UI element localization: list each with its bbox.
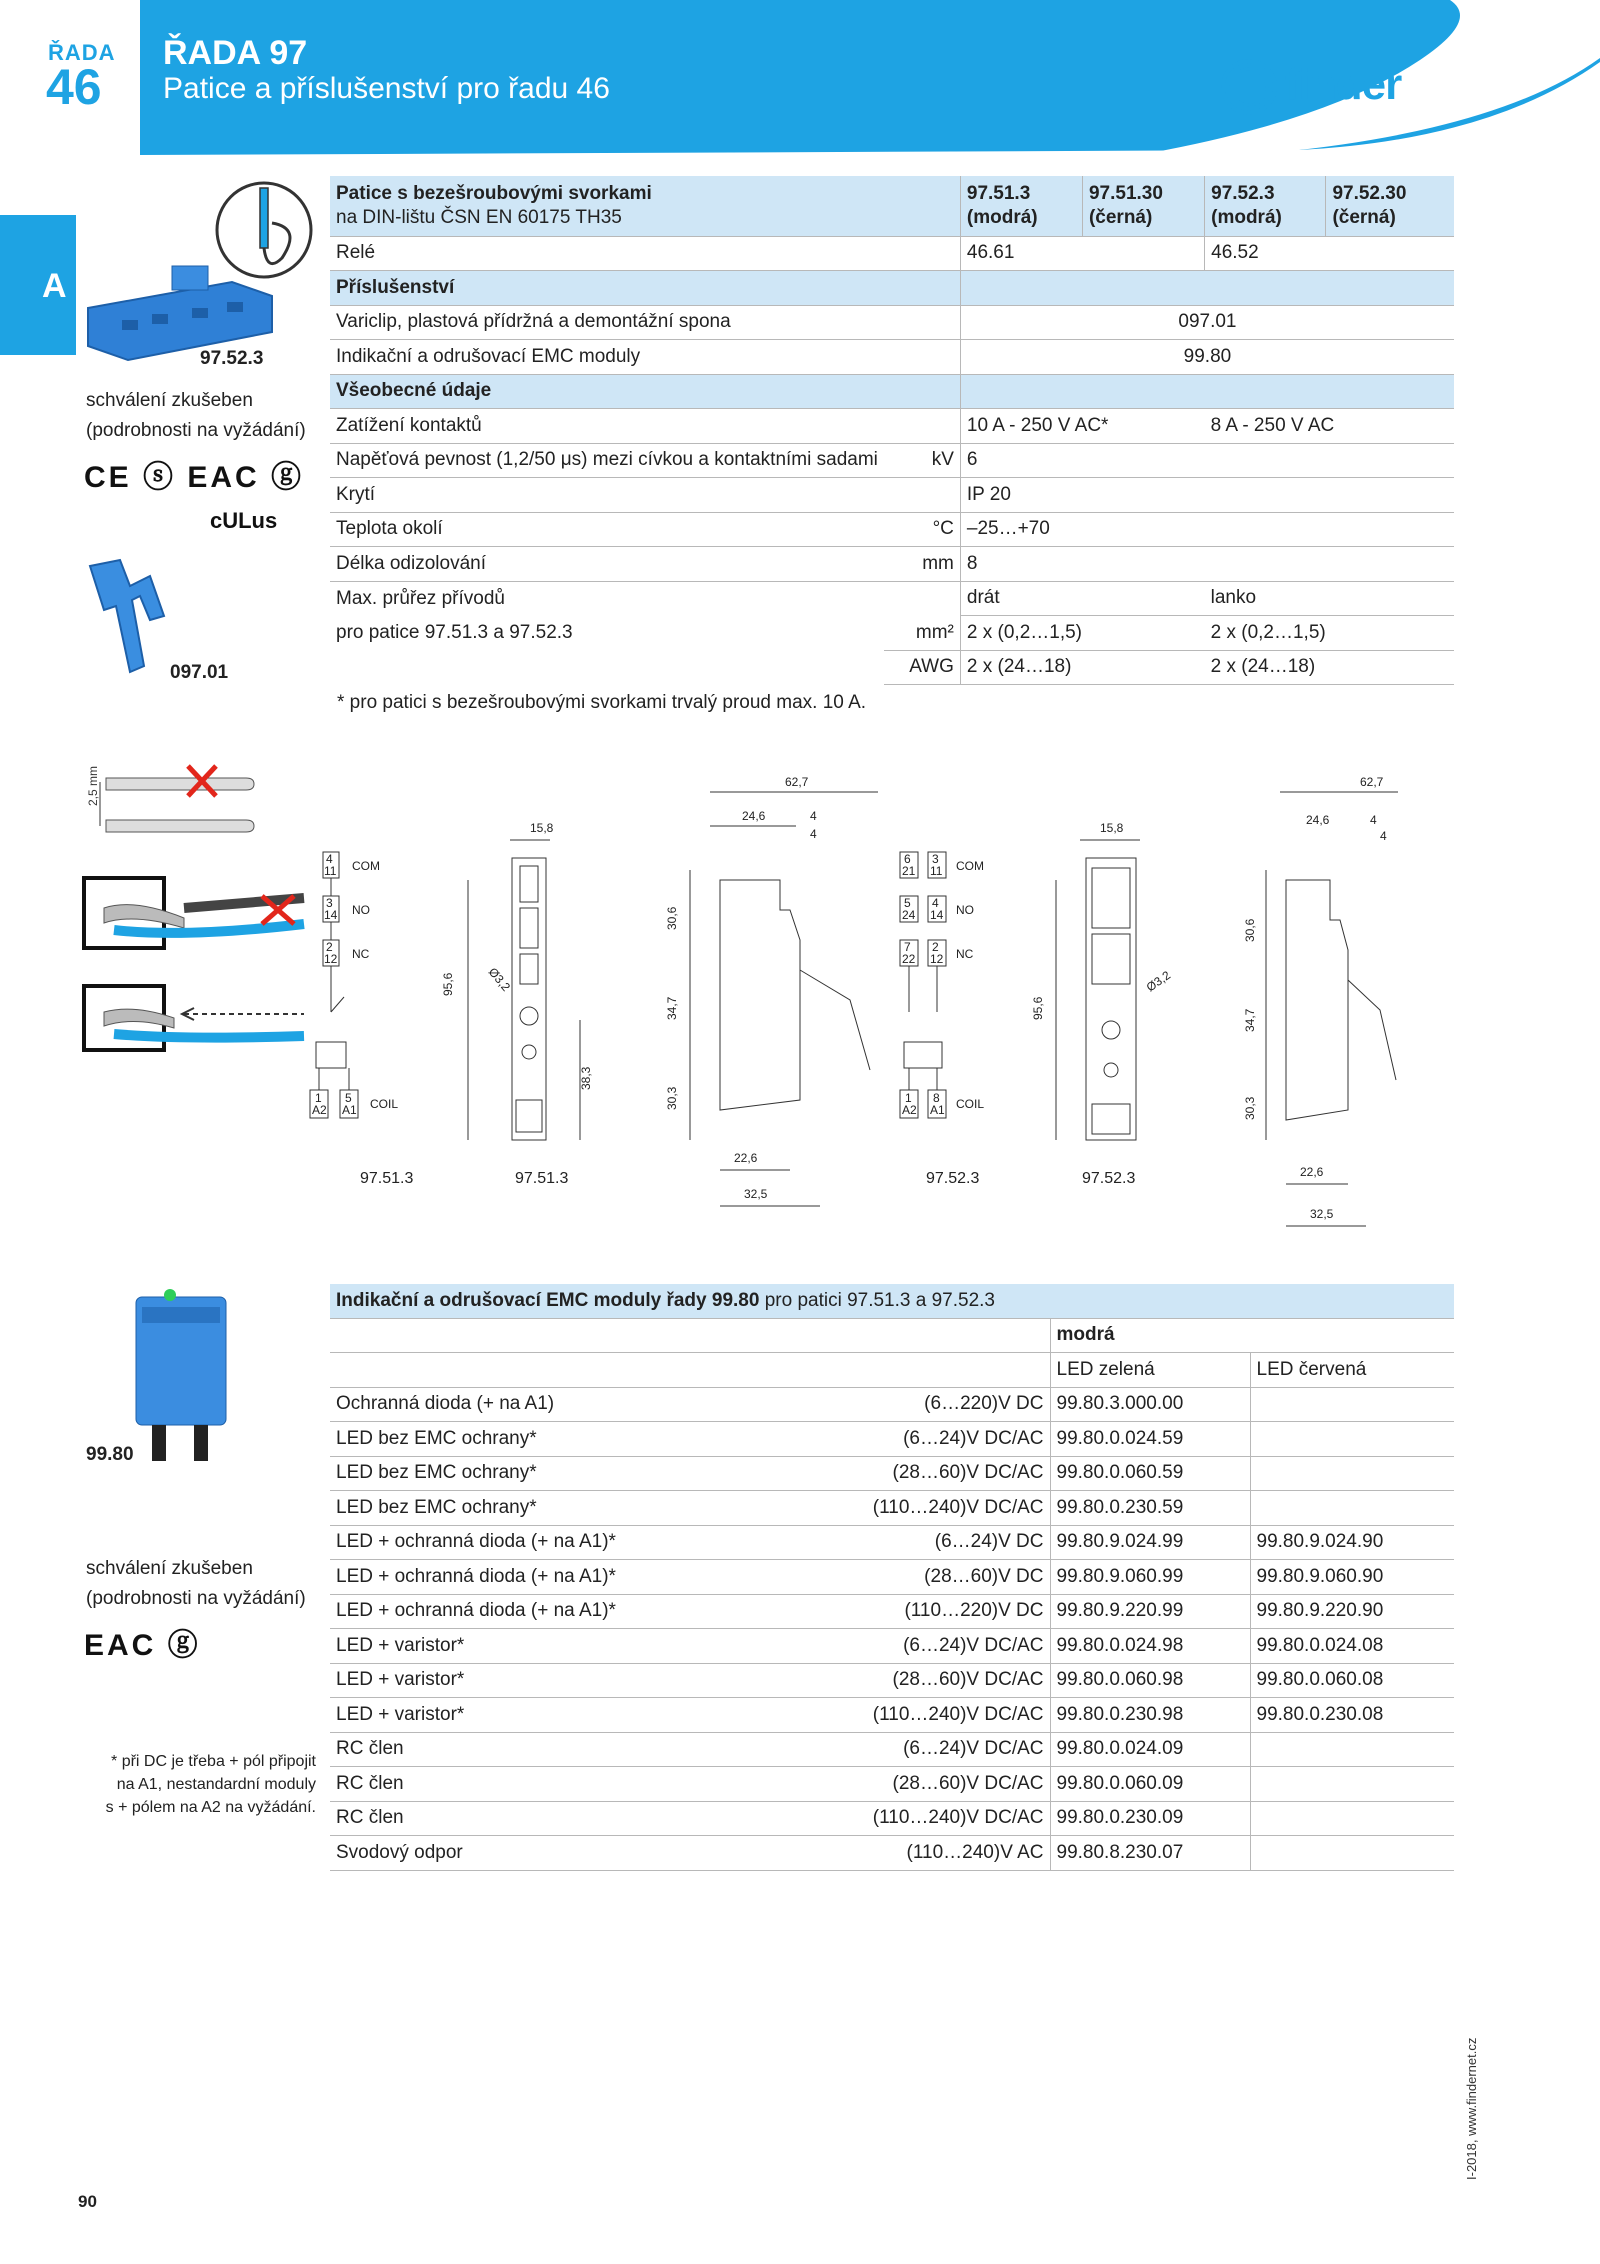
- col-97-52-30: 97.52.30: [1332, 182, 1407, 204]
- row-protection: Krytí IP 20: [330, 478, 1454, 513]
- module-voltage: (6…24)V DC: [934, 1531, 1044, 1553]
- module-voltage: (6…220)V DC: [924, 1393, 1044, 1415]
- module-code-green: 99.80.0.230.09: [1050, 1801, 1250, 1836]
- terminal-22: 22: [902, 952, 916, 966]
- col-led-green: LED zelená: [1050, 1353, 1250, 1388]
- module-name: LED + varistor*: [336, 1703, 465, 1725]
- row-variclip: Variclip, plastová přídržná a demontážní spona 097.01: [330, 305, 1454, 340]
- caption-97-51-3-schematic: 97.51.3: [360, 1170, 414, 1187]
- terminal-no-label: NO: [352, 903, 370, 917]
- dim-22-6: 22,6: [734, 1151, 758, 1165]
- caption-97-52-3-front: 97.52.3: [1082, 1170, 1136, 1187]
- module-code-red: [1250, 1767, 1454, 1802]
- series-label: ŘADA: [48, 40, 116, 65]
- module-voltage: (28…60)V DC/AC: [892, 1462, 1044, 1484]
- module-voltage: (6…24)V DC/AC: [903, 1634, 1044, 1656]
- dim-4b: 4: [810, 827, 817, 841]
- module-name: LED + ochranná dioda (+ na A1)*: [336, 1531, 616, 1553]
- row-accessories-heading: Příslušenství: [330, 271, 1454, 306]
- module-code-red: [1250, 1387, 1454, 1422]
- module-code-red: 99.80.0.024.08: [1250, 1629, 1454, 1664]
- coil-label-2: COIL: [956, 1097, 985, 1111]
- module-code-green: 99.80.0.230.98: [1050, 1698, 1250, 1733]
- module-table-title: Indikační a odrušovací EMC moduly řady 99.80: [336, 1289, 760, 1311]
- module-code-green: 99.80.9.060.99: [1050, 1560, 1250, 1595]
- table-row: [330, 1560, 1454, 1595]
- dim-height: 95,6: [441, 972, 455, 996]
- finder-logo-icon: [1220, 58, 1278, 116]
- module-code-green: 99.80.0.060.59: [1050, 1456, 1250, 1491]
- schematic-97-51-3: [312, 852, 458, 1132]
- coil-terminal-a1b: A1: [930, 1103, 945, 1117]
- drawing-97-52-3-front: [1030, 820, 1190, 1160]
- terminal-4b: 4: [932, 896, 939, 910]
- module-voltage: (6…24)V DC/AC: [903, 1427, 1044, 1449]
- table-row: [330, 1767, 1454, 1802]
- module-code-red: 99.80.9.220.90: [1250, 1594, 1454, 1629]
- module-name: LED bez EMC ochrany*: [336, 1496, 537, 1518]
- table-row: [330, 1629, 1454, 1664]
- row-wire-awg: AWG 2 x (24…18) 2 x (24…18): [330, 650, 1454, 685]
- module-voltage: (110…220)V DC: [904, 1600, 1044, 1622]
- module-code-green: 99.80.8.230.07: [1050, 1836, 1250, 1871]
- section-tab: A: [0, 215, 76, 355]
- module-code-green: 99.80.9.024.99: [1050, 1525, 1250, 1560]
- table-row: [330, 1836, 1454, 1871]
- table-row: [330, 1422, 1454, 1457]
- module-name: RC člen: [336, 1772, 404, 1794]
- module-name: Ochranná dioda (+ na A1): [336, 1393, 555, 1415]
- certification-marks: CE ⓢ EAC ⓖ: [84, 461, 305, 494]
- row-dielectric: Napěťová pevnost (1,2/50 μs) mezi cívkou a kontaktními sadami kV 6: [330, 443, 1454, 478]
- module-name: RC člen: [336, 1738, 404, 1760]
- dim-width: 15,8: [530, 821, 554, 835]
- table-row: [330, 1663, 1454, 1698]
- approvals-line-2: (podrobnosti na vyžádání): [86, 420, 306, 441]
- row-general-heading: Všeobecné údaje: [330, 374, 1454, 409]
- module-code-green: 99.80.9.220.99: [1050, 1594, 1250, 1629]
- footer-side-note: I-2018, www.findernet.cz: [1464, 2037, 1479, 2180]
- page-subtitle: Patice a příslušenství pro řadu 46: [163, 72, 610, 105]
- module-name: LED bez EMC ochrany*: [336, 1427, 537, 1449]
- module-name: LED + varistor*: [336, 1669, 465, 1691]
- row-load: Zatížení kontaktů 10 A - 250 V AC* 8 A - 250 V AC: [330, 409, 1454, 444]
- col-97-51-30: 97.51.30: [1088, 182, 1163, 204]
- dim-34-7: 34,7: [665, 996, 679, 1020]
- row-strip-length: Délka odizolování mm 8: [330, 547, 1454, 582]
- socket-table-title: Patice s bezešroubovými svorkami: [336, 182, 652, 204]
- dim-4c: 4: [1370, 813, 1377, 827]
- terminal-com-label: COM: [352, 859, 380, 873]
- certification-marks-2: EAC ⓖ: [84, 1629, 201, 1662]
- row-wire: Max. průřez přívodů drát lanko: [330, 581, 1454, 616]
- module-code-red: [1250, 1456, 1454, 1491]
- module-code-red: 99.80.9.060.90: [1250, 1560, 1454, 1595]
- socket-table-subtitle: na DIN-lištu ČSN EN 60175 TH35: [336, 206, 622, 228]
- dim-30-3: 30,3: [665, 1086, 679, 1110]
- socket-table-footnote: * pro patici s bezešroubovými svorkami trvalý proud max. 10 A.: [337, 692, 867, 713]
- module-voltage: (110…240)V AC: [906, 1841, 1044, 1863]
- table-row: [330, 1732, 1454, 1767]
- module-code-red: 99.80.0.060.08: [1250, 1663, 1454, 1698]
- module-code-green: 99.80.0.230.59: [1050, 1491, 1250, 1526]
- module-name: RC člen: [336, 1807, 404, 1829]
- coil-terminal-1b: 1: [905, 1091, 912, 1105]
- dim-hole: Ø3,2: [485, 964, 514, 994]
- module-code-red: [1250, 1836, 1454, 1871]
- socket-code-label: 97.52.3: [200, 348, 264, 369]
- dim-30-6b: 30,6: [1243, 918, 1257, 942]
- page-number: 90: [78, 2192, 97, 2211]
- terminal-4: 4: [326, 852, 333, 866]
- terminal-nc-label-2: NC: [956, 947, 974, 961]
- module-code-red: [1250, 1732, 1454, 1767]
- table-row: [330, 1491, 1454, 1526]
- table-row: [330, 1698, 1454, 1733]
- module-name: LED bez EMC ochrany*: [336, 1462, 537, 1484]
- terminal-14: 14: [324, 908, 338, 922]
- coil-terminal-a2b: A2: [902, 1103, 917, 1117]
- coil-terminal-5: 5: [345, 1091, 352, 1105]
- module-voltage: (28…60)V DC/AC: [892, 1669, 1044, 1691]
- coil-terminal-1: 1: [315, 1091, 322, 1105]
- col-97-52-3: 97.52.3: [1211, 182, 1275, 204]
- terminal-11: 11: [324, 864, 337, 878]
- terminal-12b: 12: [930, 952, 944, 966]
- caption-97-52-3-schematic: 97.52.3: [926, 1170, 980, 1187]
- dim-height-2: 38,3: [579, 1066, 593, 1090]
- terminal-7: 7: [904, 940, 911, 954]
- dim-30-6: 30,6: [665, 906, 679, 930]
- module-code-red: 99.80.0.230.08: [1250, 1698, 1454, 1733]
- drawing-97-51-3-front: [440, 820, 600, 1160]
- terminal-12: 12: [324, 952, 338, 966]
- module-code-green: 99.80.0.060.98: [1050, 1663, 1250, 1698]
- terminal-3b: 3: [932, 852, 939, 866]
- terminal-com-label-2: COM: [956, 859, 984, 873]
- dim-4d: 4: [1380, 829, 1387, 843]
- terminal-11b: 11: [930, 864, 943, 878]
- dim-32-5b: 32,5: [1310, 1207, 1334, 1221]
- dim-depth-4: 24,6: [1306, 813, 1330, 827]
- module-voltage: (28…60)V DC/AC: [892, 1772, 1044, 1794]
- module-code-red: 99.80.9.024.90: [1250, 1525, 1454, 1560]
- table-row: [330, 1801, 1454, 1836]
- finder-logo-text: finder: [1285, 60, 1402, 109]
- module-code-red: [1250, 1801, 1454, 1836]
- module-name: Svodový odpor: [336, 1841, 463, 1863]
- col-group-modra: modrá: [1050, 1318, 1454, 1353]
- col-97-51-3: 97.51.3: [966, 182, 1031, 204]
- socket-table: Patice s bezešroubovými svorkami na DIN-lištu ČSN EN 60175 TH35 97.51.3 (modrá) 97.51.30 (černá) 97.52.3 (modrá) 97.52.30 (černá) Relé 46.61 46.52 Příslušenství Variclip, plastová přídržná a demontážní spona 097.01 Indikační a odrušovací EMC moduly 99.80 Všeobecné údaje Zatížení kontaktů 10 A - 250 V AC* 8 A - 250 V AC Napěťová pevnost (1,2/50 μs) mezi cívkou a kontaktními sadami kV 6 Krytí IP 20 Teplota okolí °C –25…+70 Délka odizolování mm 8 Max. průřez přívodů drát lanko pro patice 97.51.3 a 97.52.3 mm² 2 x (0,2…1,5) 2 x (0,2…1,5) AWG 2 x (24…18) 2 x (24…18): [330, 176, 1454, 685]
- terminal-no-label-2: NO: [956, 903, 974, 917]
- dim-depth-2: 24,6: [742, 809, 766, 823]
- module-name: LED + varistor*: [336, 1634, 465, 1656]
- terminal-2: 2: [326, 940, 333, 954]
- module-voltage: (110…240)V DC/AC: [872, 1496, 1044, 1518]
- approvals2-line-1: schválení zkušeben: [86, 1558, 253, 1579]
- module-name: LED + ochranná dioda (+ na A1)*: [336, 1600, 616, 1622]
- approvals-line-1: schválení zkušeben: [86, 390, 253, 411]
- module-99-80-image: [136, 1285, 230, 1461]
- row-modules: Indikační a odrušovací EMC moduly 99.80: [330, 340, 1454, 375]
- dim-30-3b: 30,3: [1243, 1096, 1257, 1120]
- terminal-3: 3: [326, 896, 333, 910]
- table-row: [330, 1456, 1454, 1491]
- module-code-label: 99.80: [86, 1444, 134, 1465]
- module-code-green: 99.80.0.024.59: [1050, 1422, 1250, 1457]
- coil-terminal-a2: A2: [312, 1103, 327, 1117]
- module-voltage: (28…60)V DC: [924, 1565, 1044, 1587]
- coil-terminal-a1: A1: [342, 1103, 357, 1117]
- module-table: Indikační a odrušovací EMC moduly řady 99.80 pro patici 97.51.3 a 97.52.3 modrá LED zelená LED červená (6…220)V DC Ochranná dioda (+ na A1) 99.80.3.000.00 (6…24)V DC/AC LED bez EMC ochrany* 99.80.0.024.59 (28…60)V DC/AC LED bez EMC ochrany* 99.80.0.060.59 (110…240)V DC/AC LED bez EMC ochrany* 99.80.0.230.59 (6…24)V DC LED + ochranná dioda (+ na A1)* 99.80.9.024.99 99.80.9.024.90 (28…60)V DC LED + ochranná dioda (+ na A1)* 99.80.9.060.99 99.80.9.060.90 (110…220)V DC LED + ochranná dioda (+ na A1)* 99.80.9.220.99 99.80.9.220.90 (6…24)V DC/AC LED + varistor* 99.80.0.024.98 99.80.0.024.08 (28…60)V DC/AC LED + varistor* 99.80.0.060.98 99.80.0.060.08 (110…240)V DC/AC LED + varistor* 99.80.0.230.98 99.80.0.230.08 (6…24)V DC/AC RC člen 99.80.0.024.09 (28…60)V DC/AC RC člen 99.80.0.060.09 (110…240)V DC/AC RC člen 99.80.0.230.09 (110…240)V AC Svodový odpor 99.80.8.230.07: [330, 1284, 1454, 1871]
- module-voltage: (110…240)V DC/AC: [872, 1703, 1044, 1725]
- dim-depth: 62,7: [785, 775, 809, 789]
- series-number: 46: [46, 59, 102, 115]
- dim-depth-3: 62,7: [1360, 775, 1384, 789]
- module-note: * při DC je třeba + pól připojit na A1, nestandardní moduly s + pólem na A2 na vyžádání.: [105, 1753, 316, 1816]
- module-name: LED + ochranná dioda (+ na A1)*: [336, 1565, 616, 1587]
- dim-height-3: 95,6: [1031, 996, 1045, 1020]
- terminal-14b: 14: [930, 908, 944, 922]
- page-title: ŘADA 97: [163, 34, 308, 72]
- dim-32-5: 32,5: [744, 1187, 768, 1201]
- module-code-green: 99.80.0.024.98: [1050, 1629, 1250, 1664]
- ul-mark: cULus: [210, 508, 278, 533]
- row-temperature: Teplota okolí °C –25…+70: [330, 512, 1454, 547]
- clip-097-01-image: [80, 556, 166, 678]
- dim-34-7b: 34,7: [1243, 1008, 1257, 1032]
- dim-22-6b: 22,6: [1300, 1165, 1324, 1179]
- terminal-6: 6: [904, 852, 911, 866]
- dim-4a: 4: [810, 809, 817, 823]
- coil-terminal-8: 8: [933, 1091, 940, 1105]
- screwdriver-right-illustration: [84, 978, 314, 1058]
- table-row: [330, 1387, 1454, 1422]
- clip-code-label: 097.01: [170, 662, 229, 683]
- dim-width-2: 15,8: [1100, 821, 1124, 835]
- terminal-21: 21: [902, 864, 916, 878]
- col-led-red: LED červená: [1250, 1353, 1454, 1388]
- module-voltage: (110…240)V DC/AC: [872, 1807, 1044, 1829]
- wire-strip-illustration: [96, 758, 256, 848]
- module-code-red: [1250, 1422, 1454, 1457]
- module-voltage: (6…24)V DC/AC: [903, 1738, 1044, 1760]
- schematic-97-52-3: [900, 852, 1040, 1132]
- terminal-5: 5: [904, 896, 911, 910]
- terminal-nc-label: NC: [352, 947, 370, 961]
- terminal-24: 24: [902, 908, 916, 922]
- table-row: [330, 1594, 1454, 1629]
- module-code-red: [1250, 1491, 1454, 1526]
- dim-hole-2: Ø3,2: [1143, 968, 1174, 995]
- module-code-green: 99.80.3.000.00: [1050, 1387, 1250, 1422]
- row-wire-mm: pro patice 97.51.3 a 97.52.3 mm² 2 x (0,2…1,5) 2 x (0,2…1,5): [330, 616, 1454, 651]
- drawing-side-view-2: [1230, 770, 1400, 1240]
- table-row: [330, 1525, 1454, 1560]
- row-rele: Relé 46.61 46.52: [330, 236, 1454, 271]
- strip-dimension-label: 2,5 mm: [86, 765, 100, 806]
- module-code-green: 99.80.0.060.09: [1050, 1767, 1250, 1802]
- drawing-side-view-1: [660, 770, 900, 1210]
- coil-label: COIL: [370, 1097, 399, 1111]
- module-code-green: 99.80.0.024.09: [1050, 1732, 1250, 1767]
- approvals2-line-2: (podrobnosti na vyžádání): [86, 1588, 306, 1609]
- caption-97-51-3-front: 97.51.3: [515, 1170, 569, 1187]
- screwdriver-wrong-illustration: [84, 868, 314, 958]
- terminal-2b: 2: [932, 940, 939, 954]
